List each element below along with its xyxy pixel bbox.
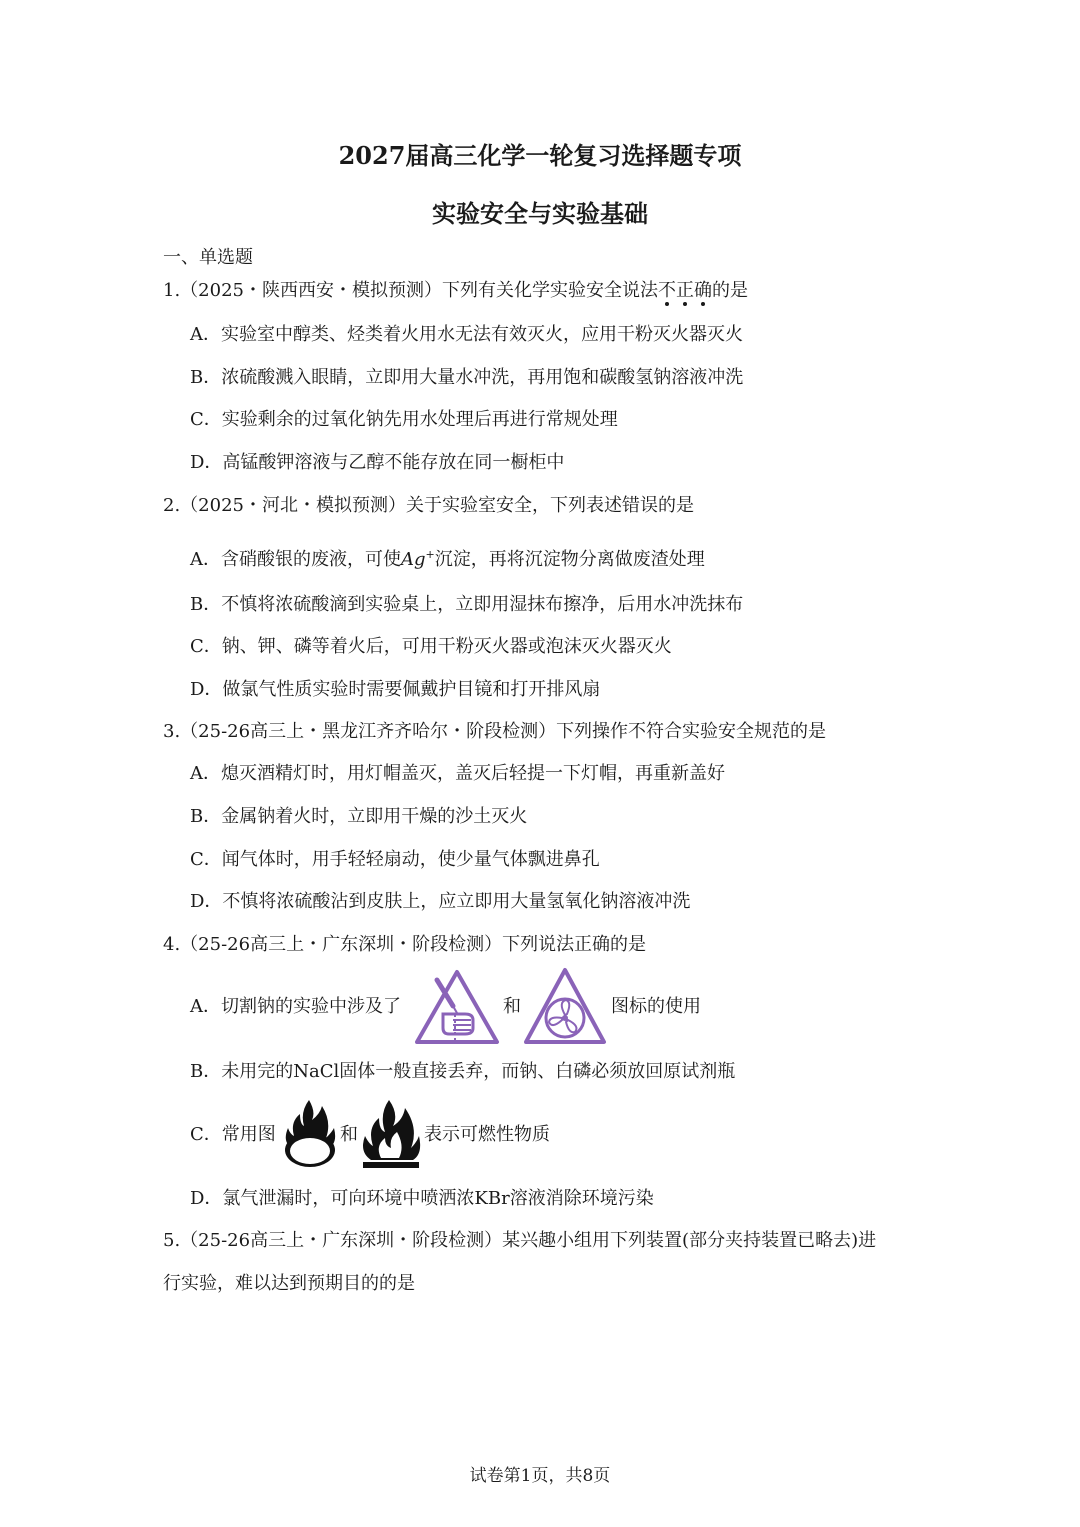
q4-option-c-and: 和 bbox=[340, 1124, 358, 1145]
flammable-flame-icon bbox=[359, 1098, 423, 1174]
q1-stem-pre: 1.（2025・陕西西安・模拟预测）下列有关化学实验安全说法 bbox=[163, 280, 658, 301]
q1-option-b: B．浓硫酸溅入眼睛，立即用大量水冲洗，再用饱和碳酸氢钠溶液冲洗 bbox=[190, 367, 744, 388]
q4-option-c-suffix: 表示可燃性物质 bbox=[424, 1124, 550, 1145]
ventilation-fan-icon bbox=[522, 966, 608, 1050]
section-heading: 一、单选题 bbox=[163, 247, 253, 268]
q3-option-c: C．闻气体时，用手轻轻扇动，使少量气体飘进鼻孔 bbox=[190, 849, 600, 870]
question-4-stem: 4.（25-26高三上・广东深圳・阶段检测）下列说法正确的是 bbox=[163, 934, 647, 955]
question-3-stem: 3.（25-26高三上・黑龙江齐齐哈尔・阶段检测）下列操作不符合实验安全规范的是 bbox=[163, 721, 827, 742]
q3-option-d: D．不慎将浓硫酸沾到皮肤上，应立即用大量氢氧化钠溶液冲洗 bbox=[190, 891, 691, 912]
q1-option-a: A．实验室中醇类、烃类着火用水无法有效灭火，应用干粉灭火器灭火 bbox=[190, 324, 743, 345]
q2-a-charge: + bbox=[425, 548, 435, 561]
q4-option-a-and: 和 bbox=[503, 996, 521, 1017]
oxidizer-flame-over-circle-icon bbox=[282, 1098, 338, 1174]
q4-option-a-suffix: 图标的使用 bbox=[611, 996, 701, 1017]
q1-option-d: D．高锰酸钾溶液与乙醇不能存放在同一橱柜中 bbox=[190, 452, 565, 473]
q2-option-c: C．钠、钾、磷等着火后，可用干粉灭火器或泡沫灭火器灭火 bbox=[190, 636, 672, 657]
question-1-stem bbox=[163, 279, 748, 303]
page-footer: 试卷第1页，共8页 bbox=[469, 1466, 611, 1486]
question-2-stem: 2.（2025・河北・模拟预测）关于实验室安全，下列表述错误的是 bbox=[163, 495, 694, 516]
question-5-stem-continued: 行实验，难以达到预期目的的是 bbox=[163, 1273, 415, 1294]
q2-a-ion: Ag bbox=[401, 549, 426, 570]
q4-option-c-prefix: C．常用图 bbox=[190, 1124, 276, 1145]
q4-option-b: B．未用完的NaCl固体一般直接丢弃，而钠、白磷必须放回原试剂瓶 bbox=[190, 1061, 736, 1082]
q1-emphasis-text: 不正确 bbox=[657, 280, 712, 301]
q4-option-a-prefix: A．切割钠的实验中涉及了 bbox=[190, 996, 401, 1017]
q2-a-post: 沉淀，再将沉淀物分离做废渣处理 bbox=[434, 549, 705, 570]
q2-option-d: D．做氯气性质实验时需要佩戴护目镜和打开排风扇 bbox=[190, 679, 601, 700]
question-5-stem: 5.（25-26高三上・广东深圳・阶段检测）某兴趣小组用下列装置(部分夹持装置已略去)进 bbox=[163, 1230, 877, 1251]
q4-option-d: D．氯气泄漏时，可向环境中喷洒浓KBr溶液消除环境污染 bbox=[190, 1188, 654, 1209]
q3-option-b: B．金属钠着火时，立即用干燥的沙土灭火 bbox=[190, 806, 528, 827]
q1-stem-post: 的是 bbox=[711, 280, 748, 301]
q3-option-a: A．熄灭酒精灯时，用灯帽盖灭，盖灭后轻提一下灯帽，再重新盖好 bbox=[190, 763, 725, 784]
q2-option-a bbox=[190, 543, 705, 572]
sharp-object-warning-icon bbox=[413, 968, 501, 1050]
q2-a-pre: A．含硝酸银的废液，可使 bbox=[190, 549, 401, 570]
page-subtitle: 实验安全与实验基础 bbox=[432, 199, 648, 228]
q2-option-b: B．不慎将浓硫酸滴到实验桌上，立即用湿抹布擦净，后用水冲洗抹布 bbox=[190, 594, 744, 615]
q1-option-c: C．实验剩余的过氧化钠先用水处理后再进行常规处理 bbox=[190, 409, 618, 430]
q1-emphasis bbox=[658, 279, 712, 303]
page-title: 2027届高三化学一轮复习选择题专项 bbox=[338, 141, 742, 170]
